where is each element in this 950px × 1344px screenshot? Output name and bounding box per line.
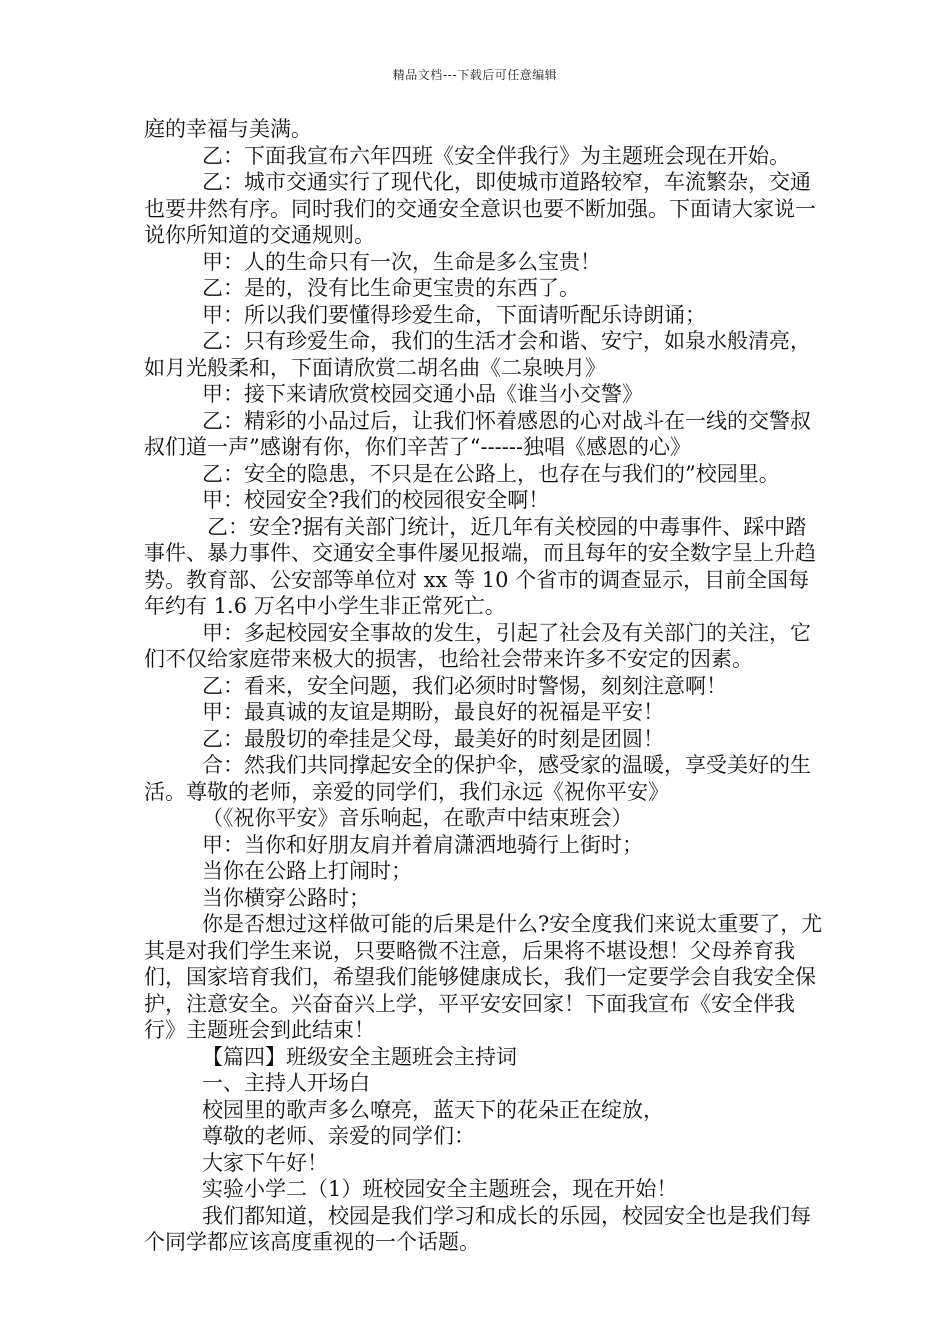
paragraph: 乙：城市交通实行了现代化，即使城市道路较窄，车流繁杂，交通也要井然有序。同时我们的交通安全意识也要不断加强。下面请大家说一说你所知道的交通规则。	[144, 170, 816, 247]
paragraph: 甲：所以我们要懂得珍爱生命，下面请听配乐诗朗诵；	[202, 302, 706, 327]
paragraph: 一、主持人开场白	[202, 1071, 370, 1095]
paragraph: 尊敬的老师、亲爱的同学们：	[202, 1124, 475, 1148]
paragraph: 甲：当你和好朋友肩并着肩潇洒地骑行上街时；	[202, 832, 643, 857]
page-header: 精品文档---下载后可任意编辑	[392, 68, 558, 82]
paragraph: 乙：最殷切的牵挂是父母，最美好的时刻是团圆！	[202, 726, 664, 751]
paragraph: 乙：是的，没有比生命更宝贵的东西了。	[202, 276, 580, 300]
paragraph: 乙：下面我宣布六年四班《安全伴我行》为主题班会现在开始。	[202, 143, 790, 168]
paragraph: 大家下午好！	[202, 1150, 328, 1175]
paragraph: 乙：精彩的小品过后，让我们怀着感恩的心对战斗在一线的交警叔叔们道一声”感谢有你，你们辛苦了“------独唱《感恩的心》	[144, 408, 811, 459]
paragraph: 校园里的歌声多么嘹亮，蓝天下的花朵正在绽放，	[202, 1097, 664, 1122]
paragraph: 实验小学二（1）班校园安全主题班会，现在开始！	[202, 1177, 678, 1201]
paragraph: 乙：看来，安全问题，我们必须时时警惕，刻刻注意啊！	[202, 673, 727, 698]
paragraph: 合：然我们共同撑起安全的保护伞，感受家的温暖，享受美好的生活。尊敬的老师，亲爱的同学们，我们永远《祝你平安》	[144, 753, 811, 804]
paragraph: 甲：最真诚的友谊是期盼，最良好的祝福是平安！	[202, 700, 664, 724]
paragraph: 乙：安全的隐患，不只是在公路上，也存在与我们的”校园里。	[202, 461, 780, 486]
paragraph: 甲：多起校园安全事故的发生，引起了社会及有关部门的关注，它们不仅给家庭带来极大的损害，也给社会带来许多不安定的因素。	[144, 620, 811, 671]
paragraph: 甲：校园安全?我们的校园很安全啊！	[202, 488, 550, 512]
paragraph: 当你在公路上打闹时；	[202, 859, 412, 883]
paragraph: （《祝你平安》音乐响起，在歌声中结束班会）	[202, 806, 633, 830]
section-heading: 【篇四】班级安全主题班会主持词	[202, 1044, 517, 1069]
paragraph: 你是否想过这样做可能的后果是什么?安全度我们来说太重要了，尤其是对我们学生来说，只要略微不注意，后果将不堪设想！父母养育我们，国家培育我们，希望我们能够健康成长，我们一定要学会自我安全保护，注意安全。兴奋奋兴上学，平平安安回家！下面我宣布《安全伴我行》主题班会到此结束！	[144, 912, 823, 1042]
paragraph: 我们都知道，校园是我们学习和成长的乐园，校园安全也是我们每个同学都应该高度重视的一个话题。	[144, 1203, 811, 1254]
paragraph: 乙：安全?据有关部门统计，近几年有关校园的中毒事件、踩中踏事件、暴力事件、交通安全事件屡见报端，而且每年的安全数字呈上升趋势。教育部、公安部等单位对 xx 等 10 个省市的调查显示，目前全国每年约有 1.6 万名中小学生非正常死亡。	[144, 514, 816, 618]
paragraph: 庭的幸福与美满。	[144, 117, 312, 141]
document-body	[144, 116, 824, 1256]
paragraph: 乙：只有珍爱生命，我们的生活才会和谐、安宁，如泉水般清亮，如月光般柔和，下面请欣赏二胡名曲《二泉映月》	[144, 329, 811, 380]
paragraph: 甲：接下来请欣赏校园交通小品《谁当小交警》	[202, 382, 643, 406]
paragraph: 甲：人的生命只有一次，生命是多么宝贵！	[202, 249, 601, 274]
paragraph: 当你横穿公路时；	[202, 885, 370, 910]
